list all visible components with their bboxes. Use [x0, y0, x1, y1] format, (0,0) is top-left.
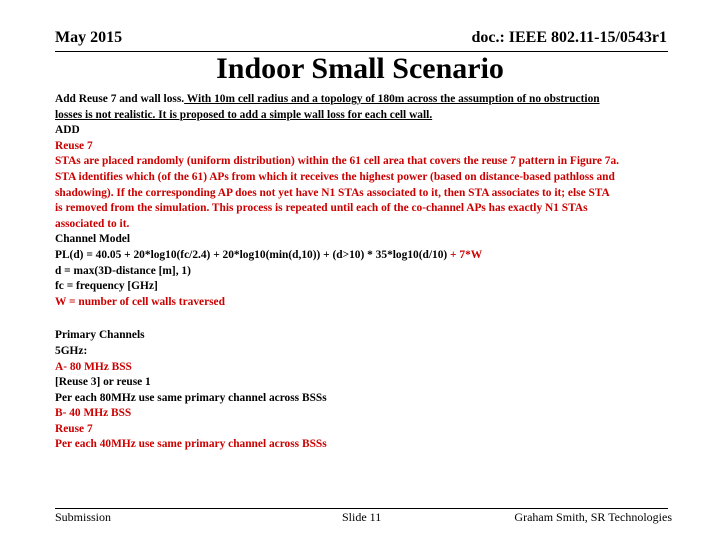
- frequency-definition: fc = frequency [GHz]: [55, 280, 158, 293]
- header-date: May 2015: [55, 29, 123, 46]
- slide-body: [55, 92, 670, 453]
- reuse7-option: Reuse 7: [55, 422, 93, 435]
- sta-line: associated to it.: [55, 217, 130, 230]
- sta-line: shadowing). If the corresponding AP does not yet have N1 STAs associated to it, then STA associates to it; else STA: [55, 186, 610, 199]
- footer-divider: [55, 508, 668, 509]
- reuse3-option: [Reuse 3] or reuse 1: [55, 376, 151, 389]
- pathloss-base: PL(d) = 40.05 + 20*log10(fc/2.4) + 20*log10(min(d,10)) + (d>10) * 35*log10(d/10): [55, 248, 448, 261]
- channel-model-heading: Channel Model: [55, 233, 130, 246]
- reuse7-heading: Reuse 7: [55, 139, 93, 152]
- distance-definition: d = max(3D-distance [m], 1): [55, 264, 191, 277]
- footer-submission: Submission: [55, 510, 112, 524]
- slide-title: Indoor Small Scenario: [216, 52, 504, 85]
- intro-line-1-rest: With 10m cell radius and a topology of 180m across the assumption of no obstruction: [184, 93, 600, 105]
- sta-line: is removed from the simulation. This process is repeated until each of the co-channel APs has exactly N1 STAs: [55, 202, 588, 215]
- primary-channels-heading: Primary Channels: [55, 329, 145, 342]
- per-40mhz-rule: Per each 40MHz use same primary channel across BSSs: [55, 438, 327, 451]
- band-5ghz-label: 5GHz:: [55, 344, 88, 357]
- per-80mhz-rule: Per each 80MHz use same primary channel across BSSs: [55, 391, 327, 404]
- intro-lead: Add Reuse 7 and wall loss.: [55, 93, 185, 105]
- footer-author: Graham Smith, SR Technologies: [514, 510, 672, 524]
- spacer: [55, 310, 670, 328]
- intro-line-2: losses is not realistic. It is proposed to add a simple wall loss for each cell wall.: [55, 108, 433, 121]
- a-80mhz-bss: A- 80 MHz BSS: [55, 360, 132, 373]
- b-40mhz-bss: B- 40 MHz BSS: [55, 407, 132, 420]
- add-label: ADD: [55, 124, 80, 137]
- footer-slide-number: Slide 11: [342, 510, 382, 524]
- intro-line-1: [55, 92, 670, 108]
- pathloss-formula: [55, 248, 670, 264]
- sta-line: STA identifies which (of the 61) APs from which it receives the highest power (based on distance-based pathloss and: [55, 170, 615, 183]
- pathloss-wall-term: + 7*W: [447, 248, 483, 261]
- sta-line: STAs are placed randomly (uniform distribution) within the 61 cell area that covers the reuse 7 pattern in Figure 7a.: [55, 155, 620, 168]
- header-doc-id: doc.: IEEE 802.11-15/0543r1: [471, 29, 667, 46]
- wall-definition: W = number of cell walls traversed: [55, 295, 225, 308]
